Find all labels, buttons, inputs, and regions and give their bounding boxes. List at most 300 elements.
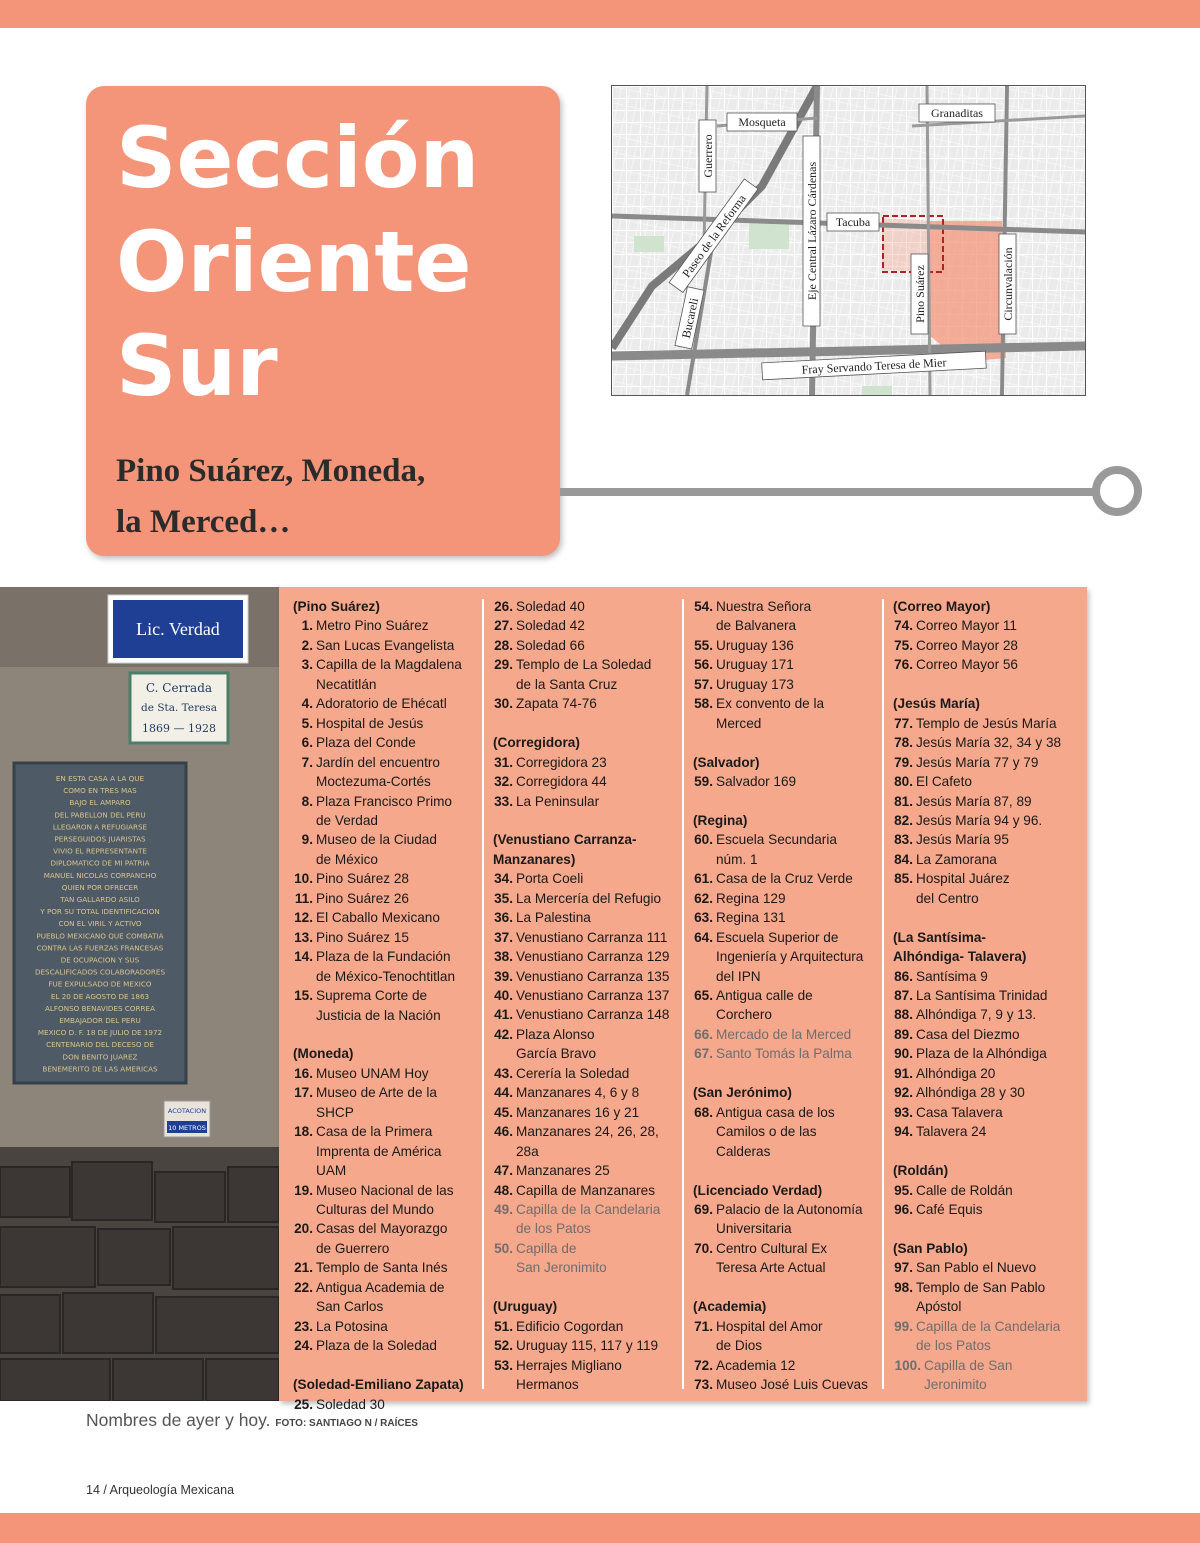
site-item <box>893 792 1073 811</box>
site-name-line: Camilos o de las <box>716 1124 817 1140</box>
site-name-line: Porta Coeli <box>516 871 584 887</box>
site-item <box>693 1103 873 1161</box>
site-number: 35. <box>494 890 513 906</box>
column-divider <box>882 599 884 1389</box>
site-item <box>493 1200 673 1239</box>
site-number: 53. <box>494 1357 513 1373</box>
site-name-line: Museo Nacional de las <box>316 1182 454 1198</box>
site-name-line: La Mercería del Refugio <box>516 890 662 906</box>
site-name-line: San Lucas Evangelista <box>316 637 455 653</box>
site-number: 49. <box>494 1202 513 1218</box>
section-heading: (San Pablo) <box>893 1240 968 1256</box>
site-number: 78. <box>894 735 913 751</box>
site-number: 26. <box>494 599 513 614</box>
site-number: 17. <box>294 1085 313 1101</box>
site-item <box>493 1064 673 1083</box>
site-name-line: Jesús María 95 <box>916 832 1009 848</box>
site-item <box>293 1336 473 1355</box>
site-item <box>693 1200 873 1239</box>
site-number: 31. <box>494 754 513 770</box>
section-heading: Alhóndiga- Talavera) <box>893 949 1027 965</box>
site-name-line: Justicia de la Nación <box>316 1007 441 1023</box>
bottom-accent-bar <box>0 1513 1200 1543</box>
site-number: 74. <box>894 618 913 634</box>
site-name-line: Uruguay 171 <box>716 657 794 673</box>
site-item <box>293 636 473 655</box>
small-sign-line: ACOTACION <box>167 1107 207 1115</box>
site-name-line: Imprenta de América <box>316 1143 442 1159</box>
site-item <box>493 889 673 908</box>
site-number: 91. <box>894 1065 913 1081</box>
site-number: 21. <box>294 1260 313 1276</box>
site-name-line: Necatitlán <box>316 676 377 692</box>
site-number: 27. <box>494 618 513 634</box>
site-name-line: Capilla de la Candelaria <box>916 1318 1061 1334</box>
site-item <box>493 1103 673 1122</box>
site-item <box>893 967 1073 986</box>
site-name-line: Capilla de San <box>924 1357 1013 1373</box>
highlight-district <box>930 221 1006 362</box>
site-item <box>493 1083 673 1102</box>
site-number: 86. <box>894 968 913 984</box>
site-number: 73. <box>694 1377 713 1393</box>
site-name-line: Pino Suárez 28 <box>316 871 409 887</box>
site-item <box>293 947 473 986</box>
site-name-line: San Pablo el Nuevo <box>916 1260 1037 1276</box>
map-label-guerrero: Guerrero <box>701 134 715 178</box>
map-label-granaditas: Granaditas <box>931 106 983 120</box>
plaque-line: CONTRA LAS FUERZAS FRANCESAS <box>36 943 164 953</box>
list-gap <box>693 1161 873 1180</box>
site-item <box>893 1278 1073 1317</box>
map-svg <box>612 86 1085 395</box>
site-item <box>493 694 673 713</box>
site-number: 76. <box>894 657 913 673</box>
site-name-line: Hermanos <box>516 1377 579 1393</box>
site-item <box>493 616 673 635</box>
site-number: 100. <box>894 1357 921 1373</box>
section-heading: (Roldán) <box>893 1163 949 1179</box>
site-number: 67. <box>694 1046 713 1062</box>
site-name-line: Jeronimito <box>924 1377 987 1393</box>
site-number: 64. <box>694 929 713 945</box>
site-name-line: Plaza Francisco Primo <box>316 793 452 809</box>
site-number: 14. <box>294 949 313 965</box>
plaque-line: TAN GALLARDO ASILO <box>60 895 140 904</box>
site-item <box>493 1239 673 1278</box>
site-number: 19. <box>294 1182 313 1198</box>
site-item <box>293 908 473 927</box>
map-label-mosqueta: Mosqueta <box>738 115 786 129</box>
list-column-1 <box>293 597 473 1414</box>
site-name-line: Corchero <box>716 1007 772 1023</box>
list-gap <box>493 811 673 830</box>
site-item <box>493 928 673 947</box>
site-number: 62. <box>694 890 713 906</box>
site-number: 63. <box>694 910 713 926</box>
site-item <box>493 1336 673 1355</box>
site-item <box>493 967 673 986</box>
site-name-line: Antigua calle de <box>716 988 813 1004</box>
site-item <box>893 1258 1073 1277</box>
site-name-line: Jesús María 87, 89 <box>916 793 1032 809</box>
list-gap <box>693 792 873 811</box>
site-name-line: Plaza del Conde <box>316 735 416 751</box>
site-item <box>493 1161 673 1180</box>
site-name-line: Café Equis <box>916 1202 983 1217</box>
site-number: 24. <box>294 1338 313 1354</box>
site-name-line: Universitaria <box>716 1221 792 1237</box>
plaque-line: DIPLOMATICO DE MI PATRIA <box>50 858 150 868</box>
section-heading: (Uruguay) <box>493 1299 558 1315</box>
site-name-line: Antigua casa de los <box>716 1104 835 1120</box>
plaque-line: BENEMERITO DE LAS AMERICAS <box>42 1064 158 1074</box>
site-item <box>293 830 473 869</box>
site-name-line: del Centro <box>916 890 979 906</box>
site-item <box>293 753 473 792</box>
site-name-line: Soledad 40 <box>516 599 585 614</box>
subtitle-line: Pino Suárez, Moneda, <box>116 453 426 489</box>
site-number: 34. <box>494 871 513 887</box>
list-gap <box>693 733 873 752</box>
site-number: 57. <box>694 676 713 692</box>
section-heading: (Venustiano Carranza- <box>493 832 637 848</box>
site-number: 11. <box>294 890 313 906</box>
site-name-line: UAM <box>316 1163 347 1179</box>
site-item <box>693 694 873 733</box>
site-number: 66. <box>694 1026 713 1042</box>
caption-text: Nombres de ayer y hoy. <box>86 1410 271 1430</box>
site-number: 36. <box>494 910 513 926</box>
site-item <box>693 597 873 636</box>
section-heading: (Academia) <box>693 1299 767 1315</box>
site-name-line: Museo UNAM Hoy <box>316 1065 429 1081</box>
map-label-fray-servando: Fray Servando Teresa de Mier <box>801 355 947 377</box>
site-name-line: Templo de Jesús María <box>916 715 1057 731</box>
site-number: 18. <box>294 1124 313 1140</box>
site-name-line: Hospital Juárez <box>916 871 1010 887</box>
site-name-line: Adoratorio de Ehécatl <box>316 696 447 712</box>
photo-credit: FOTO: SANTIAGO N / RAÍCES <box>275 1418 418 1429</box>
site-number: 61. <box>694 871 713 887</box>
site-name-line: Regina 131 <box>716 910 786 926</box>
site-item <box>493 753 673 772</box>
site-name-line: Alhóndiga 28 y 30 <box>916 1085 1025 1101</box>
site-number: 65. <box>694 988 713 1004</box>
site-number: 84. <box>894 851 913 867</box>
site-item <box>893 753 1073 772</box>
site-name-line: Museo de la Ciudad <box>316 832 437 848</box>
site-item <box>293 655 473 694</box>
list-gap <box>293 1025 473 1044</box>
site-item <box>693 1375 873 1394</box>
site-number: 8. <box>301 793 313 809</box>
site-name-line: Venustiano Carranza 137 <box>516 988 670 1004</box>
site-name-line: Manzanares 24, 26, 28, <box>516 1124 659 1140</box>
site-name-line: Casa del Diezmo <box>916 1026 1020 1042</box>
site-item <box>293 1122 473 1180</box>
plaque-line: PUEBLO MEXICANO QUE COMBATIA <box>36 931 164 941</box>
site-name-line: Santísima 9 <box>916 968 988 984</box>
site-name-line: García Bravo <box>516 1046 597 1062</box>
site-item <box>493 1181 673 1200</box>
site-name-line: Templo de San Pablo <box>916 1279 1046 1295</box>
site-item <box>293 616 473 635</box>
site-name-line: Centro Cultural Ex <box>716 1240 828 1256</box>
site-number: 9. <box>301 832 313 848</box>
site-number: 38. <box>494 949 513 965</box>
site-number: 42. <box>494 1026 513 1042</box>
site-number: 25. <box>294 1396 313 1412</box>
site-name-line: Manzanares 25 <box>516 1163 610 1179</box>
plaque-line: VIVIO EL REPRESENTANTE <box>53 846 147 856</box>
plaque-line: MEXICO D. F. 18 DE JULIO DE 1972 <box>37 1028 163 1038</box>
site-item <box>493 869 673 888</box>
site-item <box>693 1025 873 1044</box>
site-name-line: Correo Mayor 56 <box>916 657 1018 673</box>
site-name-line: El Caballo Mexicano <box>316 910 440 926</box>
site-name-line: Casa Talavera <box>916 1104 1003 1120</box>
plaque-line: FUE EXPULSADO DE MEXICO <box>48 979 152 989</box>
map-label-eje-central: Eje Central Lázaro Cárdenas <box>805 161 819 301</box>
site-item <box>893 986 1073 1005</box>
site-name-line: La Santísima Trinidad <box>916 988 1048 1004</box>
section-heading: (Jesús María) <box>893 696 980 712</box>
site-name-line: Corregidora 23 <box>516 754 607 770</box>
site-number: 52. <box>494 1338 513 1354</box>
section-title-box <box>86 86 560 556</box>
site-name-line: Edificio Cogordan <box>516 1318 624 1334</box>
site-item <box>893 811 1073 830</box>
site-name-line: Capilla de <box>516 1240 577 1256</box>
site-name-line: Capilla de la Magdalena <box>316 657 462 673</box>
site-name-line: de los Patos <box>916 1338 991 1354</box>
site-number: 41. <box>494 1007 513 1023</box>
site-name-line: Jesús María 94 y 96. <box>916 812 1043 828</box>
list-gap <box>893 675 1073 694</box>
site-name-line: Soledad 30 <box>316 1396 385 1412</box>
site-number: 20. <box>294 1221 313 1237</box>
site-number: 30. <box>494 696 513 712</box>
page-folio: 14 / Arqueología Mexicana <box>86 1483 235 1497</box>
map-label-reforma: Paseo de la Reforma <box>679 191 749 281</box>
site-item <box>493 947 673 966</box>
site-item <box>493 792 673 811</box>
site-name-line: Apóstol <box>916 1299 962 1315</box>
site-number: 12. <box>294 910 313 926</box>
site-number: 97. <box>894 1260 913 1276</box>
site-name-line: Manzanares 16 y 21 <box>516 1104 640 1120</box>
plaque-line: DE OCUPACION Y SUS <box>60 955 140 965</box>
plaque-line: PERSEGUIDOS JUARISTAS <box>54 834 146 844</box>
site-name-line: Jesús María 32, 34 y 38 <box>916 735 1062 751</box>
list-gap <box>493 714 673 733</box>
site-item <box>693 1239 873 1278</box>
site-item <box>293 792 473 831</box>
park-area <box>634 236 664 252</box>
site-item <box>293 1258 473 1277</box>
site-number: 60. <box>694 832 713 848</box>
site-item <box>693 636 873 655</box>
site-name-line: Plaza de la Alhóndiga <box>916 1046 1047 1062</box>
site-number: 69. <box>694 1201 713 1217</box>
section-title <box>116 106 479 418</box>
site-name-line: Correo Mayor 11 <box>916 618 1017 634</box>
section-heading: (Correo Mayor) <box>893 599 991 614</box>
site-number: 40. <box>494 988 513 1004</box>
section-heading: (La Santísima- <box>893 929 986 945</box>
site-name-line: Soledad 42 <box>516 618 585 634</box>
plaque-line: DEL PABELLON DEL PERU <box>54 810 146 820</box>
site-name-line: Pino Suárez 26 <box>316 890 409 906</box>
site-number: 6. <box>301 735 313 751</box>
site-item <box>893 1005 1073 1024</box>
site-name-line: Alhóndiga 7, 9 y 13. <box>916 1007 1037 1023</box>
site-number: 4. <box>301 696 313 712</box>
site-name-line: Nuestra Señora <box>716 599 812 614</box>
site-name-line: Jardín del encuentro <box>316 754 440 770</box>
street-sign-text: Lic. Verdad <box>136 619 220 639</box>
section-heading: (Regina) <box>693 812 748 828</box>
site-item <box>493 1122 673 1161</box>
site-name-line: Ex convento de la Merced <box>716 696 825 731</box>
site-number: 80. <box>894 774 913 790</box>
site-name-line: de México-Tenochtitlan <box>316 968 456 984</box>
site-number: 99. <box>894 1318 913 1334</box>
section-heading: Manzanares) <box>493 851 576 867</box>
site-number: 23. <box>294 1318 313 1334</box>
site-number: 59. <box>694 774 713 790</box>
site-number: 1. <box>301 618 313 634</box>
site-name-line: Jesús María 77 y 79 <box>916 754 1039 770</box>
connector-ring-icon <box>1092 466 1142 516</box>
site-item <box>693 1044 873 1063</box>
tile-sign-line: 1869 — 1928 <box>142 722 216 735</box>
site-name-line: San Jeronimito <box>516 1260 607 1276</box>
site-item <box>893 1200 1073 1219</box>
list-gap <box>693 1278 873 1297</box>
site-item <box>293 1278 473 1317</box>
site-name-line: Antigua Academia de <box>316 1279 445 1295</box>
subtitle-line: la Merced… <box>116 504 291 540</box>
map-label-circunvalacion: Circunvalación <box>1001 247 1015 321</box>
site-number: 32. <box>494 774 513 790</box>
plaque-line: EMBAJADOR DEL PERU <box>59 1016 141 1025</box>
list-column-4 <box>893 597 1073 1395</box>
site-number: 75. <box>894 637 913 653</box>
plaque-line: Y POR SU TOTAL IDENTIFICACION <box>40 907 160 917</box>
site-name-line: Capilla de la Candelaria <box>516 1202 661 1218</box>
map-label-tacuba: Tacuba <box>835 215 871 229</box>
site-number: 15. <box>294 988 313 1004</box>
site-name-line: Mercado de la Merced <box>716 1026 852 1042</box>
site-name-line: Museo de Arte de la SHCP <box>316 1085 437 1120</box>
site-name-line: Templo de La Soledad <box>516 657 652 673</box>
site-name-line: Hospital del Amor <box>716 1318 823 1334</box>
site-number: 89. <box>894 1026 913 1042</box>
plaque-line: COMO EN TRES MAS <box>63 786 137 796</box>
site-name-line: Casa de la Cruz Verde <box>716 871 853 887</box>
site-name-line: de Dios <box>716 1338 763 1354</box>
site-name-line: Zapata 74-76 <box>516 696 597 712</box>
site-number: 13. <box>294 929 313 945</box>
site-number: 88. <box>894 1007 913 1023</box>
site-name-line: Culturas del Mundo <box>316 1202 434 1218</box>
site-item <box>893 1083 1073 1102</box>
site-number: 58. <box>694 696 713 712</box>
plaque-line: QUIEN POR OFRECER <box>61 882 139 892</box>
site-name-line: Regina 129 <box>716 890 786 906</box>
plaque-line: LLEGARON A REFUGIARSE <box>52 822 148 832</box>
site-item <box>893 1064 1073 1083</box>
section-heading: (Pino Suárez) <box>293 599 380 614</box>
plaque-line: ALFONSO BENAVIDES CORREA <box>45 1003 155 1013</box>
site-item <box>693 908 873 927</box>
site-number: 68. <box>694 1104 713 1120</box>
site-number: 29. <box>494 657 513 673</box>
site-name-line: de la Santa Cruz <box>516 676 618 692</box>
site-item <box>493 908 673 927</box>
site-item <box>893 772 1073 791</box>
plaque-line: DON BENITO JUAREZ <box>62 1052 138 1062</box>
tile-sign-line: de Sta. Teresa <box>141 702 217 714</box>
site-name-line: Uruguay 173 <box>716 676 794 692</box>
site-number: 22. <box>294 1279 313 1295</box>
plaque-line: EN ESTA CASA A LA QUE <box>55 774 145 783</box>
site-item <box>493 1317 673 1336</box>
site-number: 50. <box>494 1240 513 1256</box>
map-label-bucareli: Bucareli <box>678 296 702 340</box>
site-item <box>293 694 473 713</box>
site-number: 70. <box>694 1240 713 1256</box>
section-heading: (Moneda) <box>293 1046 354 1062</box>
site-name-line: Teresa Arte Actual <box>716 1260 826 1276</box>
column-divider <box>682 599 684 1389</box>
site-number: 85. <box>894 871 913 887</box>
plaque-line: MANUEL NICOLAS CORPANCHO <box>43 870 157 880</box>
site-number: 54. <box>694 599 713 614</box>
site-name-line: La Palestina <box>516 910 591 926</box>
site-item <box>293 714 473 733</box>
street-photo <box>0 587 279 1401</box>
site-name-line: Museo José Luis Cuevas <box>716 1377 868 1393</box>
plaque-line: CON EL VIRIL Y ACTIVO <box>58 919 142 929</box>
site-name-line: Templo de Santa Inés <box>316 1260 448 1276</box>
site-item <box>293 889 473 908</box>
site-number: 92. <box>894 1085 913 1101</box>
site-name-line: Soledad 66 <box>516 637 585 653</box>
list-gap <box>693 1064 873 1083</box>
site-number: 2. <box>301 637 313 653</box>
site-name-line: Uruguay 136 <box>716 637 794 653</box>
site-number: 71. <box>694 1318 713 1334</box>
connector-line <box>560 488 1100 496</box>
list-gap <box>893 908 1073 927</box>
site-name-line: San Carlos <box>316 1299 384 1315</box>
site-item <box>693 889 873 908</box>
site-item <box>493 986 673 1005</box>
column-divider <box>482 599 484 1389</box>
section-subtitle <box>116 446 536 548</box>
site-name-line: Venustiano Carranza 148 <box>516 1007 670 1023</box>
list-gap <box>893 1142 1073 1161</box>
photo-svg <box>0 587 279 1401</box>
section-heading: (Corregidora) <box>493 735 580 751</box>
site-number: 47. <box>494 1163 513 1179</box>
site-name-line: Hospital de Jesús <box>316 715 424 731</box>
small-sign-line: 10 METROS <box>168 1124 206 1132</box>
site-item <box>893 1103 1073 1122</box>
